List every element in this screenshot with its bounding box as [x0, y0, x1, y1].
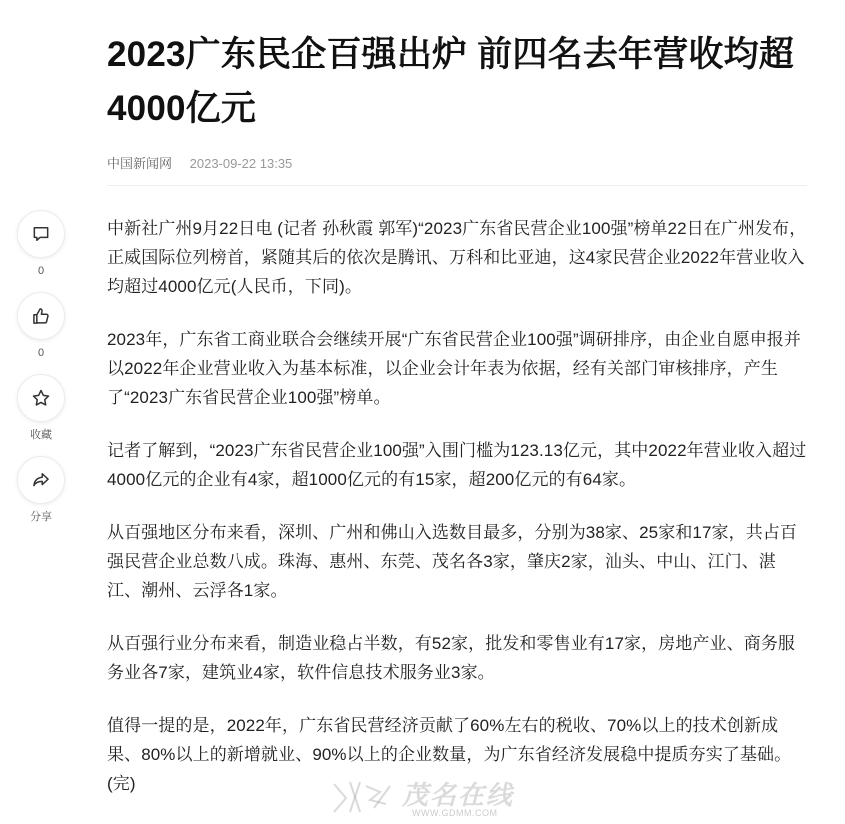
share-label: 分享: [30, 511, 52, 523]
favorite-button[interactable]: [17, 374, 65, 422]
article-paragraph: 从百强地区分布来看，深圳、广州和佛山入选数目最多，分别为38家、25家和17家，共占百强民营企业总数八成。珠海、惠州、东莞、茂名各3家，肇庆2家，汕头、中山、江门、湛江、潮州、云浮各1家。: [107, 523, 798, 600]
comment-icon: [31, 224, 51, 244]
watermark-logo-icon: [330, 778, 396, 818]
article-paragraph: 从百强行业分布来看，制造业稳占半数，有52家，批发和零售业有17家，房地产业、商务服务业各7家，建筑业4家，软件信息技术服务业3家。: [107, 634, 796, 682]
article-title: 2023广东民企百强出炉 前四名去年营收均超4000亿元: [107, 35, 794, 128]
favorite-label: 收藏: [30, 429, 52, 441]
action-sidebar: [17, 210, 65, 538]
article-body: [107, 214, 807, 822]
comment-count: 0: [37, 265, 45, 277]
watermark-url: WWW.GDMM.COM: [412, 808, 498, 818]
article-paragraph: 记者了解到，“2023广东省民营企业100强”入围门槛为123.13亿元，其中2022年营业收入超过4000亿元的企业有4家，超1000亿元的有15家，超200亿元的有64家。: [107, 441, 807, 489]
share-button[interactable]: [17, 456, 65, 504]
share-icon: [31, 470, 51, 490]
article-paragraph: 中新社广州9月22日电 (记者 孙秋霞 郭军)“2023广东省民营企业100强”榜单22日在广州发布，正威国际位列榜首，紧随其后的依次是腾讯、万科和比亚迪，这4家民营企业2022年营业收入均超过4000亿元(人民币，下同)。: [107, 219, 807, 296]
favorite-action: [17, 374, 65, 456]
share-action: [17, 456, 65, 538]
star-icon: [31, 388, 51, 408]
article-paragraph: 2023年，广东省工商业联合会继续开展“广东省民营企业100强”调研排序，由企业自愿申报并以2022年企业营业收入为基本标准，以企业会计年表为依据，经有关部门审核排序，产生了“2023广东省民营企业100强”榜单。: [107, 330, 802, 407]
like-button[interactable]: [17, 292, 65, 340]
article-paragraph: 值得一提的是，2022年，广东省民营经济贡献了60%左右的税收、70%以上的技术创新成果、80%以上的新增就业、90%以上的企业数量，为广东省经济发展稳中提质夯实了基础。(完): [107, 716, 792, 793]
like-count: 0: [37, 347, 45, 359]
comment-button[interactable]: [17, 210, 65, 258]
article-meta: [107, 155, 292, 173]
meta-divider: [107, 185, 807, 186]
watermark: [330, 778, 530, 822]
comment-action: [17, 210, 65, 292]
article-time: 2023-09-22 13:35: [189, 156, 293, 171]
watermark-text: 茂名在线: [402, 780, 515, 810]
like-action: [17, 292, 65, 374]
article-source[interactable]: 中国新闻网: [107, 156, 173, 171]
thumbs-up-icon: [31, 306, 51, 326]
